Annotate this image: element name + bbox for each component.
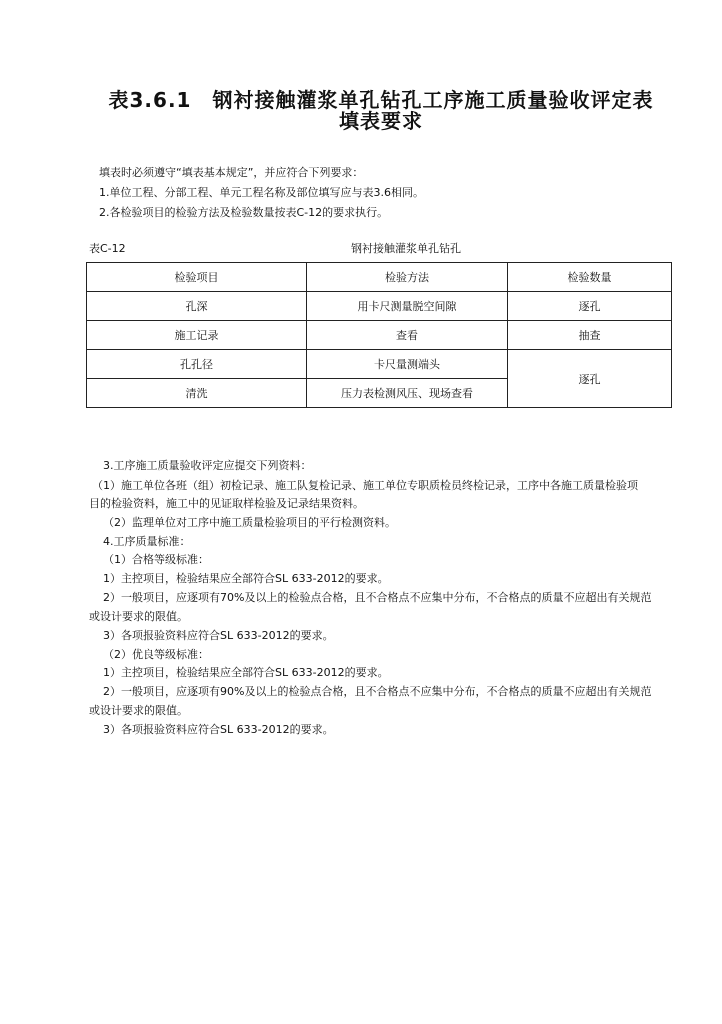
table-caption-label: 表C-12 [89,242,126,255]
table-caption-title: 钢衬接触灌浆单孔钻孔 [351,242,461,255]
table-cell: 逐孔 [508,292,672,321]
table-cell: 孔深 [87,292,307,321]
header-cell-item: 检验项目 [87,263,307,292]
table-cell: 用卡尺测量脱空间隙 [307,292,508,321]
section-3-item-2: （2）监理单位对工序中施工质量检验项目的平行检测资料。 [103,516,396,529]
page-subtitle: 填表要求 [339,109,423,133]
section-4-excellent-item-1: 1）主控项目，检验结果应全部符合SL 633-2012的要求。 [103,666,389,679]
section-4-excellent-heading: （2）优良等级标准： [103,648,209,661]
table-cell: 卡尺量测端头 [307,350,508,379]
table-cell: 清洗 [87,379,307,408]
section-4-qualified-item-1: 1）主控项目，检验结果应全部符合SL 633-2012的要求。 [103,572,389,585]
table-cell: 孔孔径 [87,350,307,379]
section-4-excellent-item-3: 3）各项报验资料应符合SL 633-2012的要求。 [103,723,334,736]
table-header-row [87,263,672,292]
section-4-qualified-item-3: 3）各项报验资料应符合SL 633-2012的要求。 [103,629,334,642]
intro-paragraph-3: 2.各检验项目的检验方法及检验数量按表C-12的要求执行。 [99,206,389,219]
table-cell: 压力表检测风压、现场查看 [307,379,508,408]
section-3-heading: 3.工序施工质量验收评定应提交下列资料： [103,459,312,472]
section-4-excellent-item-2-line-2: 或设计要求的限值。 [89,704,188,717]
section-4-qualified-heading: （1）合格等级标准： [103,553,209,566]
section-4-qualified-item-2-line-1: 2）一般项目，应逐项有70%及以上的检验点合格，且不合格点不应集中分布，不合格点的质量不应超出有关规范 [103,591,652,604]
table-row [87,350,672,379]
table-cell-merged: 逐孔 [508,350,672,408]
table-row [87,292,672,321]
intro-paragraph-1: 填表时必须遵守“填表基本规定”，并应符合下列要求： [99,166,364,179]
table-cell: 查看 [307,321,508,350]
header-cell-method: 检验方法 [307,263,508,292]
header-cell-quantity: 检验数量 [508,263,672,292]
section-4-excellent-item-2-line-1: 2）一般项目，应逐项有90%及以上的检验点合格，且不合格点不应集中分布，不合格点的质量不应超出有关规范 [103,685,652,698]
table-row [87,321,672,350]
inspection-table [86,262,672,408]
section-4-heading: 4.工序质量标准： [103,535,191,548]
intro-paragraph-2: 1.单位工程、分部工程、单元工程名称及部位填写应与表3.6相同。 [99,186,424,199]
section-3-item-1-line-1: （1）施工单位各班（组）初检记录、施工队复检记录、施工单位专职质检员终检记录，工序中各施工质量检验项 [92,479,638,492]
section-3-item-1-line-2: 目的检验资料，施工中的见证取样检验及记录结果资料。 [89,497,364,510]
page-title: 表3.6.1 钢衬接触灌浆单孔钻孔工序施工质量验收评定表 [108,88,654,112]
table-cell: 抽查 [508,321,672,350]
section-4-qualified-item-2-line-2: 或设计要求的限值。 [89,610,188,623]
table-cell: 施工记录 [87,321,307,350]
